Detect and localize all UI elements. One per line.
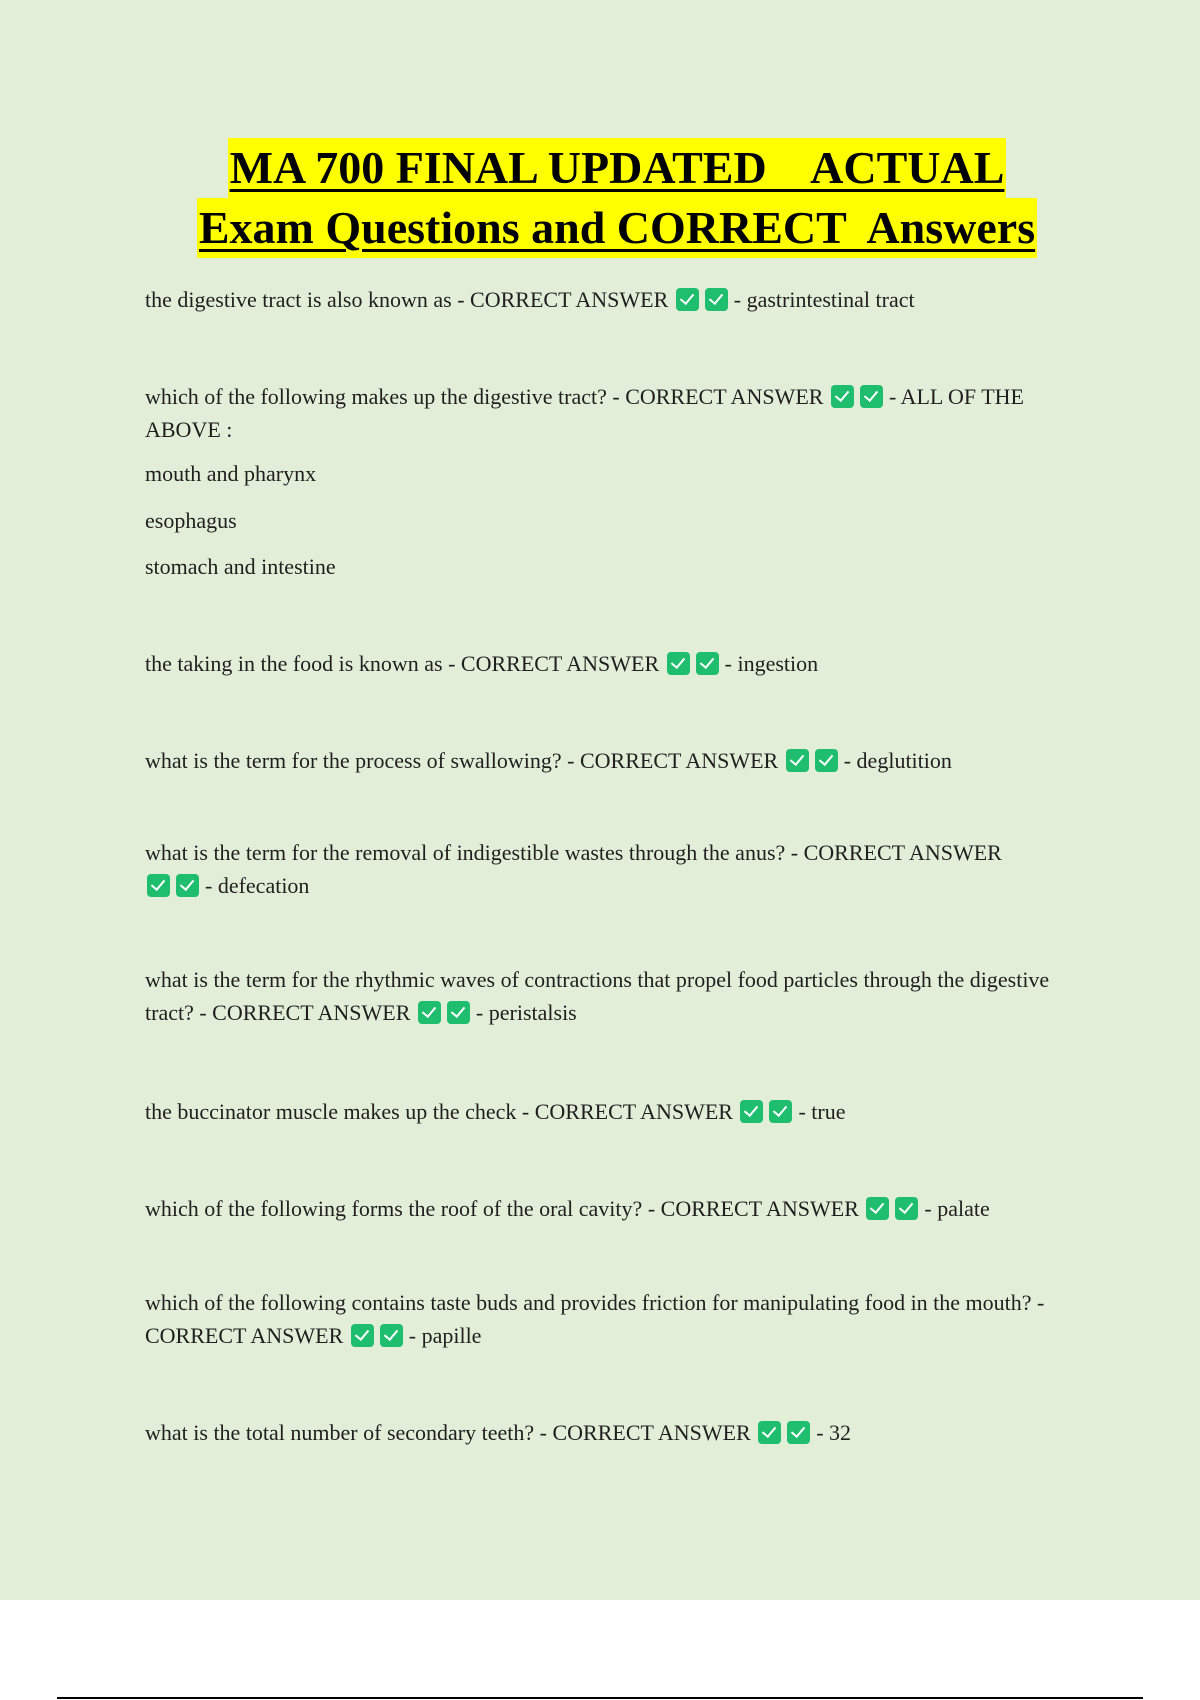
check-icon (787, 1421, 810, 1444)
qa-item (145, 1095, 1075, 1128)
question-text: what is the term for the removal of indigestible wastes through the anus? (145, 840, 786, 865)
answer-text: - palate (924, 1196, 990, 1221)
correct-answer-label: - CORRECT ANSWER (606, 384, 824, 409)
answer-text: - ALL OF THE ABOVE : (145, 384, 1024, 442)
title-line-2: Exam Questions and CORRECT Answers (197, 198, 1037, 258)
check-icon (860, 385, 883, 408)
check-icon (676, 288, 699, 311)
answer-text: - papille (408, 1323, 482, 1348)
check-icon (696, 652, 719, 675)
answer-text: - true (798, 1099, 846, 1124)
correct-answer-label: - CORRECT ANSWER (642, 1196, 859, 1221)
qa-item (145, 1286, 1075, 1352)
title-line-1: MA 700 FINAL UPDATED ACTUAL (228, 138, 1007, 198)
check-icon (176, 874, 199, 897)
question-text: which of the following contains taste buds and provides friction for manipulating food in the mouth? (145, 1290, 1032, 1315)
footer-rule (57, 1697, 1143, 1699)
check-icon (351, 1324, 374, 1347)
answer-text: - peristalsis (475, 1000, 577, 1025)
correct-answer-label: - CORRECT ANSWER (561, 748, 779, 773)
question-text: the buccinator muscle makes up the check (145, 1099, 517, 1124)
question-text: the taking in the food is known as (145, 651, 443, 676)
check-icon (740, 1100, 763, 1123)
qa-item (145, 380, 1075, 446)
check-icon (447, 1001, 470, 1024)
check-icon (786, 749, 809, 772)
sub-item: esophagus (145, 508, 237, 533)
check-icon (758, 1421, 781, 1444)
correct-answer-label: - CORRECT ANSWER (451, 287, 669, 312)
qa-item (145, 283, 1075, 316)
correct-answer-label: - CORRECT ANSWER (442, 651, 660, 676)
answer-text: - gastrintestinal tract (733, 287, 915, 312)
check-icon (895, 1197, 918, 1220)
question-text: which of the following forms the roof of the oral cavity? (145, 1196, 643, 1221)
qa-item (145, 836, 1015, 902)
check-icon (815, 749, 838, 772)
question-text: what is the term for the rhythmic waves of contractions that propel food particles through the digestive tract? (145, 967, 1050, 1025)
correct-answer-label: - CORRECT ANSWER (785, 840, 1002, 865)
answer-text: - ingestion (724, 651, 819, 676)
check-icon (147, 874, 170, 897)
check-icon (418, 1001, 441, 1024)
question-text: what is the total number of secondary teeth? (145, 1420, 535, 1445)
answer-text: - 32 (816, 1420, 852, 1445)
sub-item: mouth and pharynx (145, 461, 317, 486)
question-text: the digestive tract is also known as (145, 287, 452, 312)
correct-answer-label: - CORRECT ANSWER (516, 1099, 733, 1124)
check-icon (380, 1324, 403, 1347)
correct-answer-label: - CORRECT ANSWER (145, 1290, 1045, 1348)
check-icon (705, 288, 728, 311)
answer-text: - defecation (205, 873, 310, 898)
qa-item (145, 647, 1075, 680)
qa-item (145, 1192, 1105, 1225)
check-icon (831, 385, 854, 408)
sub-item: stomach and intestine (145, 554, 336, 579)
correct-answer-label: - CORRECT ANSWER (193, 1000, 411, 1025)
qa-item (145, 1416, 1075, 1449)
question-text: what is the term for the process of swallowing? (145, 748, 562, 773)
check-icon (866, 1197, 889, 1220)
check-icon (667, 652, 690, 675)
question-text: which of the following makes up the digestive tract? (145, 384, 607, 409)
correct-answer-label: - CORRECT ANSWER (534, 1420, 751, 1445)
check-icon (769, 1100, 792, 1123)
qa-item (145, 963, 1075, 1029)
answer-text: - deglutition (843, 748, 952, 773)
document-title (0, 138, 1200, 258)
qa-item (145, 744, 1075, 777)
